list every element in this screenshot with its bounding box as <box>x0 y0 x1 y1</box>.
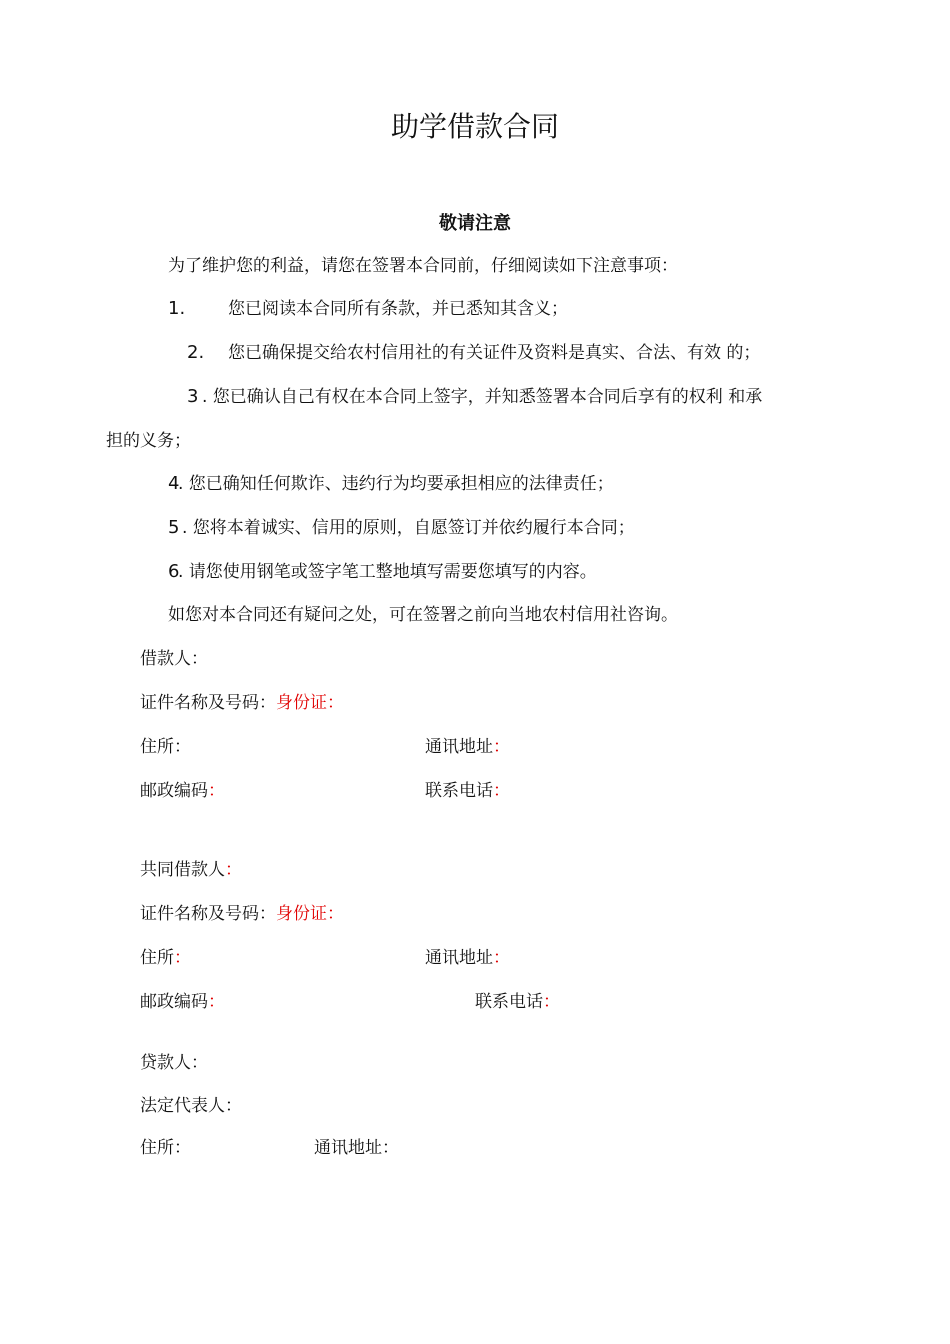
notice-item-2-text: 您已确保提交给农村信用社的有关证件及资料是真实、合法、有效 的； <box>228 343 761 363</box>
co-borrower-colon: ： <box>225 860 242 880</box>
co-borrower-phone-colon: ： <box>543 992 560 1012</box>
notice-item-1-text: 您已阅读本合同所有条款，并已悉知其含义； <box>228 299 568 319</box>
lender-address-label: 住所： <box>140 1138 191 1158</box>
co-borrower-mail-colon: ： <box>493 948 510 968</box>
borrower-mail-field <box>425 736 510 758</box>
notice-item-3-continuation: 担的义务； <box>106 431 191 451</box>
page-title: 助学借款合同 <box>390 110 559 143</box>
co-borrower-mail-field <box>425 947 510 969</box>
co-borrower-address-colon: ： <box>174 948 191 968</box>
co-borrower-mail-label: 通讯地址 <box>425 948 493 968</box>
co-borrower-address-label: 住所 <box>140 948 174 968</box>
lender-representative-label: 法定代表人： <box>140 1096 242 1116</box>
co-borrower-phone-label: 联系电话 <box>475 992 543 1012</box>
borrower-label: 借款人： <box>140 649 208 669</box>
borrower-postcode-field <box>140 780 225 802</box>
co-borrower-postcode-colon: ： <box>208 992 225 1012</box>
borrower-postcode-label: 邮政编码 <box>140 781 208 801</box>
borrower-id-label: 证件名称及号码： <box>140 693 276 713</box>
notice-item-1-number: 1. <box>168 298 186 319</box>
co-borrower-postcode-field <box>140 991 225 1013</box>
notice-item-3-number: 3 <box>187 386 199 407</box>
co-borrower-address-field <box>140 947 191 969</box>
notice-intro: 为了维护您的利益，请您在签署本合同前，仔细阅读如下注意事项： <box>168 256 678 276</box>
co-borrower-field <box>140 859 242 881</box>
notice-item-5-text: . 您将本着诚实、信用的原则，自愿签订并依约履行本合同； <box>182 518 635 538</box>
lender-mail-label: 通讯地址： <box>314 1138 399 1158</box>
co-borrower-postcode-label: 邮政编码 <box>140 992 208 1012</box>
notice-item-4-number: 4 <box>168 473 180 494</box>
borrower-phone-label: 联系电话 <box>425 781 493 801</box>
borrower-postcode-colon: ： <box>208 781 225 801</box>
co-borrower-label: 共同借款人 <box>140 860 225 880</box>
borrower-id-value: 身份证： <box>276 693 344 713</box>
borrower-mail-label: 通讯地址 <box>425 737 493 757</box>
notice-closing: 如您对本合同还有疑问之处，可在签署之前向当地农村信用社咨询。 <box>168 605 678 625</box>
co-borrower-id-value: 身份证： <box>276 904 344 924</box>
borrower-phone-colon: ： <box>493 781 510 801</box>
borrower-address-label: 住所： <box>140 737 191 757</box>
borrower-phone-field <box>425 780 510 802</box>
borrower-id-field <box>140 692 344 714</box>
notice-item-4-text: . 您已确知任何欺诈、违约行为均要承担相应的法律责任； <box>178 474 614 494</box>
co-borrower-id-label: 证件名称及号码： <box>140 904 276 924</box>
co-borrower-phone-field <box>475 991 560 1013</box>
notice-heading: 敬请注意 <box>439 213 511 234</box>
co-borrower-id-field <box>140 903 344 925</box>
lender-label: 贷款人： <box>140 1053 208 1073</box>
notice-item-2-number: 2. <box>187 342 205 363</box>
notice-item-5-number: 5 <box>168 517 180 538</box>
notice-item-6-text: . 请您使用钢笔或签字笔工整地填写需要您填写的内容。 <box>178 562 597 582</box>
notice-item-3-text: . 您已确认自己有权在本合同上签字，并知悉签署本合同后享有的权利 和承 <box>202 387 763 407</box>
notice-item-6-number: 6 <box>168 561 180 582</box>
borrower-mail-colon: ： <box>493 737 510 757</box>
